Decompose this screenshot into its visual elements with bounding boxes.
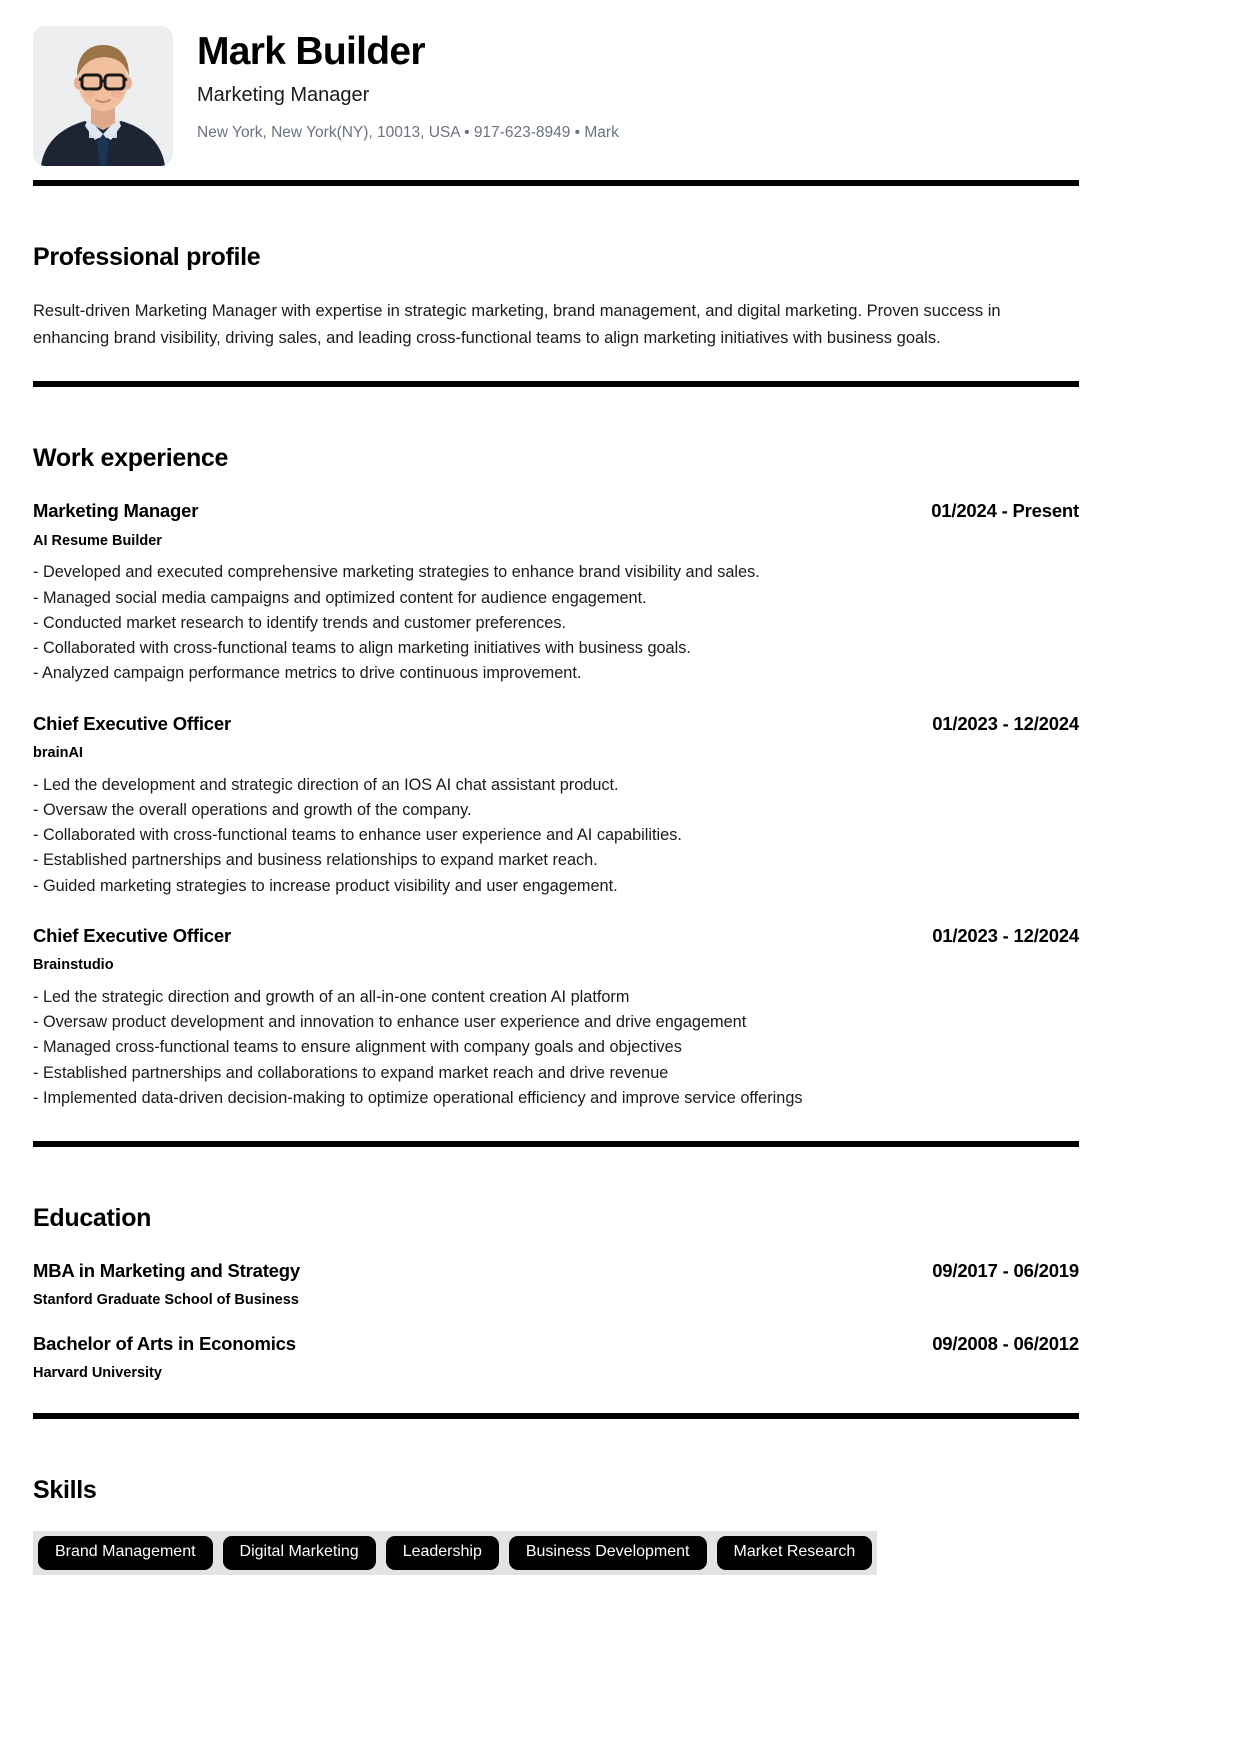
list-item: - Oversaw the overall operations and growth of the company.: [33, 800, 472, 819]
skill-cell: [33, 1531, 218, 1575]
list-item: - Oversaw product development and innovation to enhance user experience and drive engagement: [33, 1013, 747, 1032]
skill-tag[interactable]: Market Research: [717, 1536, 873, 1570]
avatar: [33, 26, 173, 166]
education-entry-head: [33, 1332, 1079, 1355]
list-item: - Guided marketing strategies to increase product visibility and user engagement.: [33, 876, 618, 895]
skill-tag[interactable]: Brand Management: [38, 1536, 213, 1570]
education-entry-school: Stanford Graduate School of Business: [33, 1292, 299, 1309]
job-title: Marketing Manager: [197, 83, 370, 106]
work-entry: [33, 712, 1079, 899]
list-item: - Collaborated with cross-functional teams to enhance user experience and AI capabilities.: [33, 826, 682, 845]
work-entry-head: [33, 924, 1079, 947]
work-entry-date: 01/2024 - Present: [931, 500, 1079, 522]
list-item: - Analyzed campaign performance metrics to drive continuous improvement.: [33, 664, 582, 683]
skill-cell: [381, 1531, 504, 1575]
work-entry-company: AI Resume Builder: [33, 532, 162, 549]
skills-list: [33, 1531, 1079, 1575]
education-entry-school: Harvard University: [33, 1365, 162, 1382]
work-entry-date: 01/2023 - 12/2024: [932, 712, 1079, 734]
education-entry: [33, 1332, 1079, 1383]
skill-tag[interactable]: Business Development: [509, 1536, 707, 1570]
work-entry-bullets: [33, 773, 1079, 899]
education-entry-date: 09/2008 - 06/2012: [932, 1333, 1079, 1355]
education-section: [0, 1147, 1239, 1413]
work-entry-head: [33, 499, 1079, 522]
resume-header-area: [0, 0, 1239, 180]
education-entry-date: 09/2017 - 06/2019: [932, 1260, 1079, 1282]
list-item: - Conducted market research to identify trends and customer preferences.: [33, 613, 567, 632]
work-entry-bullets: [33, 985, 1079, 1111]
skill-cell: [504, 1531, 712, 1575]
work-entry-company: Brainstudio: [33, 957, 114, 973]
education-entry-degree: Bachelor of Arts in Economics: [33, 1333, 296, 1355]
work-entry-company: brainAI: [33, 744, 83, 761]
education-entry: [33, 1259, 1079, 1310]
section-title-skills: Skills: [33, 1476, 97, 1505]
work-entry-bullets: [33, 560, 1079, 686]
professional-profile-section: [0, 186, 1239, 381]
skill-cell: [218, 1531, 381, 1575]
work-entry-head: [33, 712, 1079, 735]
page-title: Mark Builder: [197, 30, 425, 73]
list-item: - Developed and executed comprehensive marketing strategies to enhance brand visibility and sales.: [33, 563, 760, 582]
contact-line: New York, New York(NY), 10013, USA • 917-623-8949 • Mark: [197, 123, 619, 141]
section-title-profile: Professional profile: [33, 243, 261, 271]
work-entry-date: 01/2023 - 12/2024: [932, 924, 1079, 946]
list-item: - Managed cross-functional teams to ensure alignment with company goals and objectives: [33, 1038, 682, 1057]
education-entry-head: [33, 1259, 1079, 1282]
work-entry-title: Chief Executive Officer: [33, 712, 231, 734]
list-item: - Collaborated with cross-functional teams to align marketing initiatives with business goals.: [33, 639, 691, 658]
skill-cell: [712, 1531, 878, 1575]
skills-section: [0, 1419, 1239, 1575]
education-entry-degree: MBA in Marketing and Strategy: [33, 1260, 300, 1282]
list-item: - Led the development and strategic direction of an IOS AI chat assistant product.: [33, 775, 619, 794]
list-item: - Implemented data-driven decision-making to optimize operational efficiency and improve service offerings: [33, 1088, 803, 1107]
work-entry: [33, 924, 1079, 1111]
resume-header: [33, 26, 1079, 180]
list-item: - Established partnerships and business relationships to expand market reach.: [33, 851, 598, 870]
list-item: - Managed social media campaigns and optimized content for audience engagement.: [33, 588, 647, 607]
section-title-work: Work experience: [33, 444, 229, 473]
work-entry-title: Chief Executive Officer: [33, 924, 231, 946]
list-item: - Established partnerships and collaborations to expand market reach and drive revenue: [33, 1063, 669, 1082]
section-title-education: Education: [33, 1204, 152, 1233]
list-item: - Led the strategic direction and growth of an all-in-one content creation AI platform: [33, 987, 630, 1006]
work-entry: [33, 499, 1079, 686]
skill-tag[interactable]: Digital Marketing: [223, 1536, 376, 1570]
work-experience-section: [0, 387, 1239, 1141]
profile-photo-icon: [33, 26, 173, 166]
profile-summary-text: Result-driven Marketing Manager with expertise in strategic marketing, brand management, and digital marketing. Proven success in enhancing brand visibility, driving sales, and leading cross-functional teams to align marketing initiatives with business goals.: [33, 302, 1001, 347]
work-entry-title: Marketing Manager: [33, 500, 199, 522]
identity-block: [197, 26, 619, 143]
skill-tag[interactable]: Leadership: [386, 1536, 499, 1570]
